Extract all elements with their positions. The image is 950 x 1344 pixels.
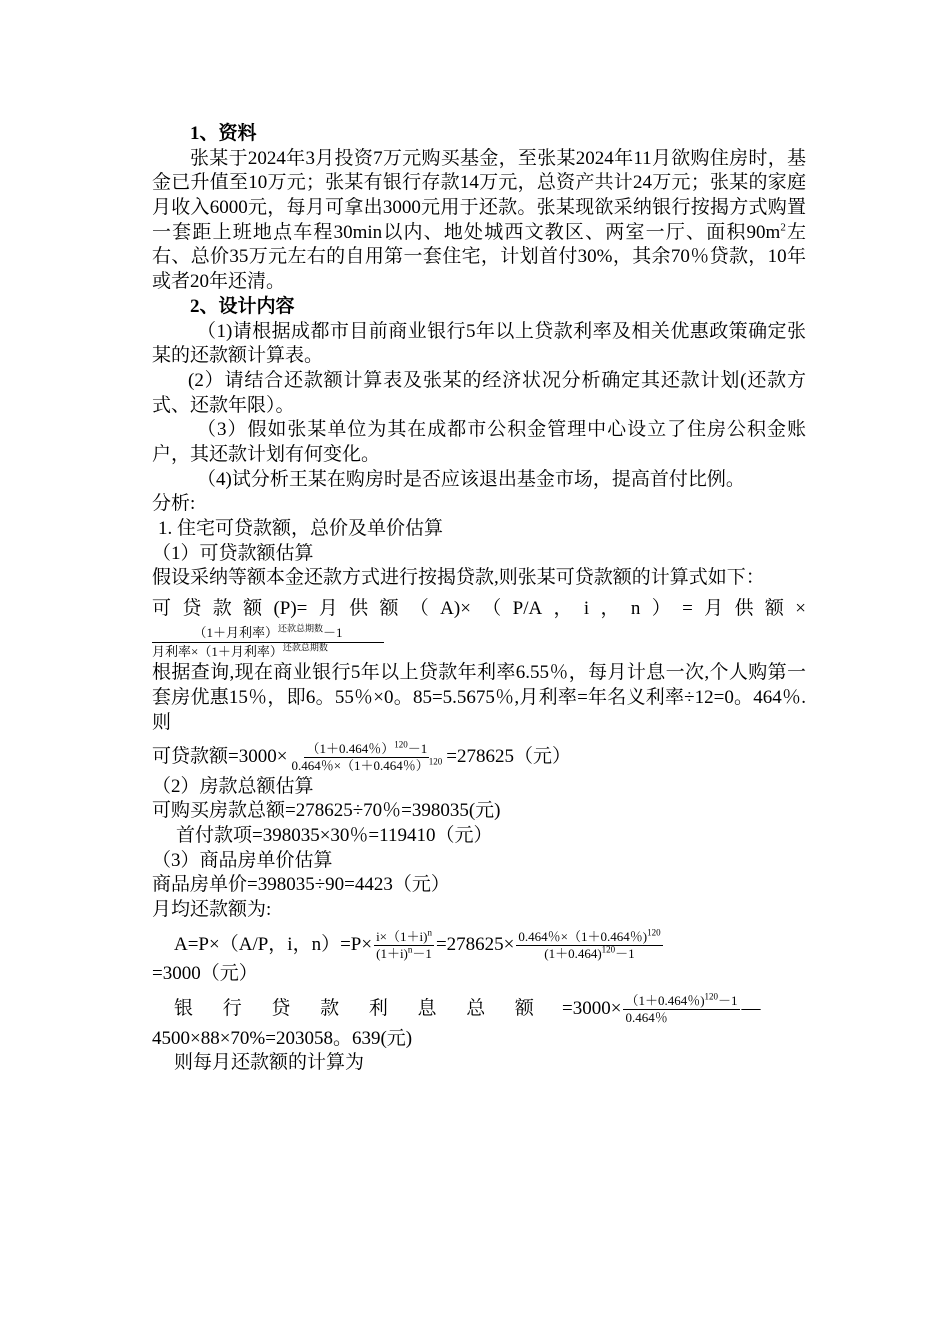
payment-frac1-num-exp: n xyxy=(427,927,432,938)
loan-formula-word-14: ， xyxy=(600,598,620,620)
area-superscript: 2 xyxy=(780,221,786,234)
loan-amount-den-base: 0.464％×（1＋0.464％） xyxy=(291,758,429,774)
interest-label-char-0: 银 xyxy=(174,998,194,1020)
materials-text-tail: 左右、总价35万元左右的自用第一套住宅，计划首付30%，其余70％贷款，10年或者20年还清。 xyxy=(152,221,806,293)
loan-amount-denominator xyxy=(289,758,444,774)
loan-amount-numerator xyxy=(304,741,429,758)
loan-amount-den-exp: 120 xyxy=(428,757,443,768)
interest-label-char-1: 行 xyxy=(222,998,242,1020)
payment-frac1-numerator xyxy=(374,929,434,946)
loan-formula-word-17: = xyxy=(682,598,693,620)
design-item-2: (2）请结合还款额计算表及张某的经济状况分析确定其还款计划(还款方式、还款年限）。 xyxy=(152,369,806,416)
loan-formula-word-12: ， xyxy=(553,598,573,620)
loan-amount-fraction xyxy=(289,741,444,775)
loan-amount-result: =278625（元） xyxy=(446,746,571,768)
loan-amount-prefix: 可贷款额=3000× xyxy=(152,746,288,768)
loan-formula-word-7: 额 xyxy=(379,598,399,620)
payment-frac2-numerator xyxy=(516,929,662,946)
loan-formula-num-tail: －1 xyxy=(323,624,343,640)
loan-amount-num-tail: －1 xyxy=(407,741,428,757)
payment-frac2-den-tail: －1 xyxy=(615,946,635,962)
loan-formula-den-base: 月利率×（1＋月利率） xyxy=(152,643,283,659)
interest-numerator xyxy=(623,993,739,1010)
interest-denominator: 0.464％ xyxy=(625,1010,668,1026)
section-heading-design: 2、设计内容 xyxy=(190,295,295,317)
interest-fraction xyxy=(623,993,739,1027)
interest-result: 4500×88×70%=203058。639(元) xyxy=(152,1027,413,1049)
loan-formula-word-2: 款 xyxy=(212,598,232,620)
document-body xyxy=(152,122,806,1076)
payment-frac1-den-exp: n xyxy=(407,944,413,955)
loan-formula-numerator xyxy=(152,624,384,643)
loan-formula-fraction xyxy=(152,624,384,661)
loan-formula-word-8: （ xyxy=(409,598,429,620)
interest-dash: — xyxy=(741,998,761,1020)
payment-frac1-den-tail: －1 xyxy=(412,946,432,962)
payment-frac2-num-exp: 120 xyxy=(647,927,661,938)
loan-formula-word-3: 额 xyxy=(243,598,263,620)
loan-amount-formula xyxy=(152,741,806,775)
final-line: 则每月还款额的计算为 xyxy=(174,1052,365,1074)
loan-formula-word-4: (P)= xyxy=(273,598,308,620)
analysis-label: 分析: xyxy=(152,493,196,515)
interest-num-tail: －1 xyxy=(718,993,738,1008)
loan-formula-word-0: 可 xyxy=(152,598,172,620)
subsection-unit-price: （3）商品房单价估算 xyxy=(152,849,333,871)
loan-formula-line xyxy=(152,597,806,622)
loan-formula-word-10: （ xyxy=(482,598,502,620)
loan-formula-num-base: （1＋月利率） xyxy=(193,624,278,640)
monthly-payment-label: 月均还款额为: xyxy=(152,899,272,921)
design-item-4: （4)试分析王某在购房时是否应该退出基金市场，提高首付比例。 xyxy=(197,468,745,490)
loan-formula-word-1: 贷 xyxy=(182,598,202,620)
interest-label-char-3: 款 xyxy=(320,998,340,1020)
payment-fraction-1 xyxy=(374,929,434,963)
loan-formula-word-20: 额 xyxy=(764,598,784,620)
payment-frac2-den-base: (1＋0.464) xyxy=(544,946,602,962)
payment-frac1-num-base: i×（1＋i) xyxy=(376,928,428,944)
loan-formula-word-6: 供 xyxy=(349,598,369,620)
payment-frac2-denominator xyxy=(542,946,636,962)
interest-label-char-2: 贷 xyxy=(271,998,291,1020)
interest-prefix: =3000× xyxy=(562,998,622,1020)
payment-frac2-den-exp: 120 xyxy=(601,944,616,955)
interest-num-base: （1＋0.464％) xyxy=(625,993,705,1008)
rate-explanation: 根据查询,现在商业银行5年以上贷款年利率6.55％，每月计息一次,个人购第一套房优惠15％，即6。55％×0。85=5.5675％,月利率=年名义利率÷12=0。464％.则 xyxy=(152,662,806,733)
monthly-payment-result: =3000（元） xyxy=(152,963,258,985)
loan-formula-den-exp: 还款总期数 xyxy=(282,642,328,653)
loan-amount-num-exp: 120 xyxy=(394,739,408,750)
materials-paragraph xyxy=(152,147,806,295)
loan-amount-num-base: （1＋0.464％） xyxy=(306,741,395,757)
loan-formula-word-9: A)× xyxy=(440,598,471,620)
interest-label-char-4: 利 xyxy=(368,998,388,1020)
payment-frac2-num-base: 0.464％×（1＋0.464％) xyxy=(518,928,648,944)
total-price-text: 可购买房款总额=278625÷70％=398035(元) xyxy=(152,800,501,822)
down-payment-text: 首付款项=398035×30％=119410（元） xyxy=(176,825,493,847)
loan-formula-word-13: i xyxy=(583,598,590,620)
design-item-3: （3）假如张某单位为其在成都市公积金管理中心设立了住房公积金账户，其还款计划有何变化。 xyxy=(152,419,806,465)
payment-frac1-den-base: (1＋i) xyxy=(376,946,408,962)
interest-label-char-6: 总 xyxy=(466,998,486,1020)
subsection-total-price: （2）房款总额估算 xyxy=(152,775,314,797)
interest-formula xyxy=(174,993,806,1027)
loan-formula-denominator xyxy=(152,643,384,661)
unit-price-text: 商品房单价=398035÷90=4423（元） xyxy=(152,874,450,896)
loan-formula-num-exp: 还款总期数 xyxy=(277,623,323,634)
interest-label xyxy=(174,997,534,1022)
loan-formula-word-16: ） xyxy=(651,598,671,620)
loan-assumption-text: 假设采纳等额本金还款方式进行按揭贷款,则张某可贷款额的计算式如下： xyxy=(152,567,765,589)
loan-formula-word-5: 月 xyxy=(318,598,338,620)
loan-formula-word-19: 供 xyxy=(734,598,754,620)
loan-formula-word-21: × xyxy=(795,598,806,620)
interest-label-char-5: 息 xyxy=(417,998,437,1020)
materials-text: 张某于2024年3月投资7万元购买基金，至张某2024年11月欲购住房时，基金已升值至10万元；张某有银行存款14万元，总资产共计24万元；张某的家庭月收入6000元，每月可拿出3000元用于还款。张某现欲采纳银行按揭方式购置一套距上班地点车程30min以内、地处城西文教区、两室一厅、面积90m xyxy=(152,147,806,243)
interest-label-char-7: 额 xyxy=(514,998,534,1020)
payment-fraction-2 xyxy=(516,929,662,963)
analysis-heading-1: 1. 住宅可贷款额，总价及单价估算 xyxy=(158,518,444,539)
subsection-loan-estimate: （1）可贷款额估算 xyxy=(152,542,314,564)
loan-formula-word-18: 月 xyxy=(704,598,724,620)
monthly-payment-formula xyxy=(174,929,806,963)
payment-frac1-denominator xyxy=(374,946,434,962)
design-item-1: （1)请根据成都市目前商业银行5年以上贷款利率及相关优惠政策确定张某的还款额计算表。 xyxy=(152,320,806,367)
loan-formula-word-15: n xyxy=(630,598,641,620)
payment-prefix: A=P×（A/P，i，n）=P× xyxy=(174,933,373,955)
section-heading-materials: 1、资料 xyxy=(190,123,257,144)
payment-mid: =278625× xyxy=(435,933,515,955)
loan-formula-word-11: P/A xyxy=(512,598,543,620)
interest-num-exp: 120 xyxy=(704,991,719,1002)
